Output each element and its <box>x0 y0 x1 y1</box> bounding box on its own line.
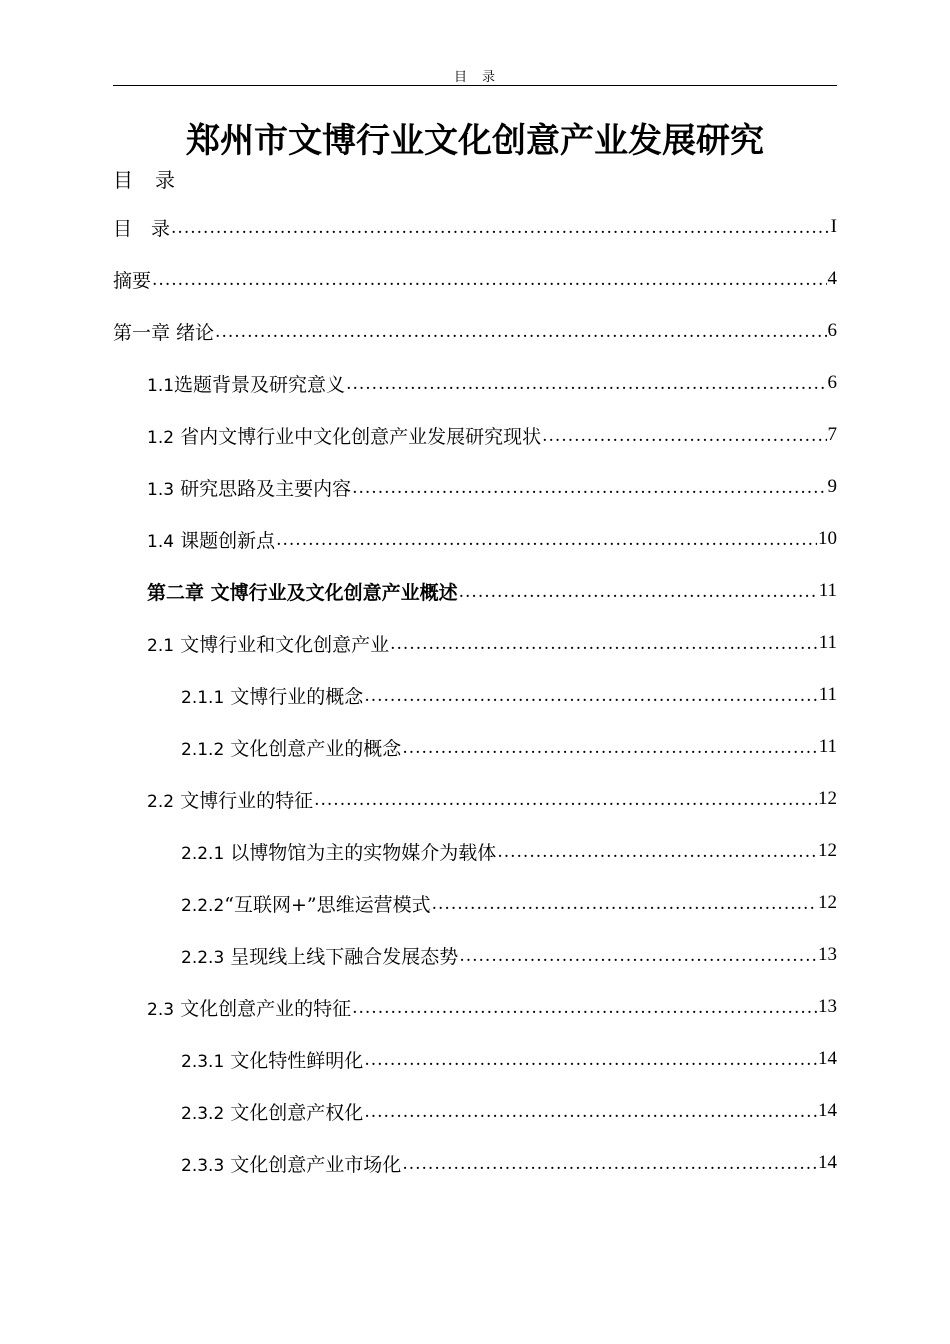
toc-dot-leader <box>542 426 826 446</box>
toc-entry-page-number: 12 <box>818 892 837 913</box>
toc-entry[interactable] <box>113 877 837 929</box>
toc-dot-leader <box>459 946 817 966</box>
toc-entry-title <box>113 266 151 293</box>
document-title: 郑州市文博行业文化创意产业发展研究 <box>186 121 764 161</box>
toc-entry-label: 以博物馆为主的实物媒介为载体 <box>224 841 497 864</box>
toc-entry-title <box>181 838 496 865</box>
toc-heading-part2: 录 <box>155 168 175 192</box>
toc-entry-label: 研究思路及主要内容 <box>174 477 352 500</box>
toc-entry-page-number: 14 <box>818 1048 837 1069</box>
toc-entry-page-number: 11 <box>818 736 837 757</box>
toc-entry[interactable] <box>113 1033 837 1085</box>
toc-entry-number: 2.2 <box>147 791 175 812</box>
toc-dot-leader <box>364 686 817 706</box>
toc-entry-page-number: I <box>830 216 837 237</box>
toc-dot-leader <box>402 738 817 758</box>
toc-entry-number: 2.1.1 <box>181 687 225 708</box>
toc-entry-label: 文博行业和文化创意产业 <box>174 633 390 656</box>
toc-entry[interactable] <box>113 773 837 825</box>
running-header: 目 录 <box>453 70 496 85</box>
toc-entry[interactable] <box>113 669 837 721</box>
toc-entry[interactable] <box>113 409 837 461</box>
toc-entry[interactable] <box>113 929 837 981</box>
toc-entry-page-number: 11 <box>818 684 837 705</box>
toc-entry-title <box>147 526 275 553</box>
toc-entry-page-number: 13 <box>818 996 837 1017</box>
toc-entry-label: 文博行业的特征 <box>174 789 314 812</box>
toc-entry[interactable] <box>113 617 837 669</box>
toc-entry-title <box>147 578 458 605</box>
toc-entry[interactable] <box>113 513 837 565</box>
toc-entry-number: 2.3.1 <box>181 1051 225 1072</box>
toc-entry-title <box>181 1150 401 1177</box>
toc-entry-label: 文化特性鲜明化 <box>224 1049 364 1072</box>
toc-entry-number: 1.3 <box>147 479 175 500</box>
toc-entry-label: 选题背景及研究意义 <box>174 373 346 396</box>
toc-entry-page-number: 6 <box>827 320 837 341</box>
toc-entry-page-number: 9 <box>827 476 837 497</box>
toc-entry-title <box>113 318 214 345</box>
toc-entry-page-number: 10 <box>818 528 837 549</box>
toc-heading <box>113 166 175 194</box>
toc-entry[interactable] <box>113 357 837 409</box>
toc-dot-leader <box>402 1154 817 1174</box>
toc-entry-label: 第一章 绪论 <box>113 321 215 344</box>
toc-entry-number: 2.2.1 <box>181 843 225 864</box>
toc-entry-number: 2.1 <box>147 635 175 656</box>
toc-entry[interactable] <box>113 825 837 877</box>
toc-entry[interactable] <box>113 1085 837 1137</box>
toc-dot-leader <box>346 374 826 394</box>
toc-dot-leader <box>432 894 817 914</box>
toc-entry[interactable] <box>113 253 837 305</box>
toc-entry-label: 文化创意产业的特征 <box>174 997 352 1020</box>
toc-heading-part1: 目 <box>113 168 133 192</box>
toc-entry-number: 2.2.3 <box>181 947 225 968</box>
toc-entry-number: 1.2 <box>147 427 175 448</box>
toc-entry-page-number: 7 <box>827 424 837 445</box>
toc-dot-leader <box>171 218 830 238</box>
toc-dot-leader <box>352 998 817 1018</box>
toc-entry-page-number: 13 <box>818 944 837 965</box>
toc-entry[interactable] <box>113 981 837 1033</box>
toc-entry-title <box>147 994 351 1021</box>
toc-entry-label: 文化创意产业的概念 <box>224 737 402 760</box>
toc-entry-number: 2.3.2 <box>181 1103 225 1124</box>
toc-dot-leader <box>364 1050 817 1070</box>
toc-entry-title <box>147 422 541 449</box>
toc-dot-leader <box>364 1102 817 1122</box>
toc-entry[interactable] <box>113 305 837 357</box>
toc-dot-leader <box>276 530 817 550</box>
toc-entry[interactable] <box>113 1137 837 1189</box>
toc-entry-page-number: 14 <box>818 1100 837 1121</box>
toc-entry-title <box>147 370 345 397</box>
toc-entry-page-number: 11 <box>818 632 837 653</box>
toc-entry-number: 1.4 <box>147 531 175 552</box>
toc-entry-title <box>181 890 431 917</box>
toc-entry-title <box>181 942 458 969</box>
toc-entry-label: 课题创新点 <box>174 529 276 552</box>
header-rule <box>113 85 837 86</box>
toc-dot-leader <box>497 842 817 862</box>
toc-dot-leader <box>390 634 818 654</box>
toc-entry[interactable] <box>113 461 837 513</box>
toc-entry-title <box>181 734 401 761</box>
toc-entry-label: 省内文博行业中文化创意产业发展研究现状 <box>174 425 542 448</box>
toc-entry-number: 2.2.2 <box>181 895 225 916</box>
toc-dot-leader <box>352 478 826 498</box>
toc-entry-title <box>113 214 170 241</box>
toc-entry-number: 1.1 <box>147 375 175 396</box>
toc-dot-leader <box>459 582 818 602</box>
toc-entry-page-number: 6 <box>827 372 837 393</box>
toc-entry-label: 第二章 文博行业及文化创意产业概述 <box>147 581 458 604</box>
toc-entry-label: 文博行业的概念 <box>224 685 364 708</box>
toc-entry-label: 文化创意产权化 <box>224 1101 364 1124</box>
toc-entry-label: 摘要 <box>113 269 152 292</box>
toc-entry-page-number: 12 <box>818 788 837 809</box>
toc-entry-title <box>181 1098 363 1125</box>
toc-entry-title <box>147 474 351 501</box>
toc-entry-page-number: 12 <box>818 840 837 861</box>
toc-entry-label: 目 录 <box>113 217 171 240</box>
toc-entry-title <box>181 682 363 709</box>
toc-dot-leader <box>314 790 817 810</box>
toc-entry-number: 2.1.2 <box>181 739 225 760</box>
toc-entry-page-number: 14 <box>818 1152 837 1173</box>
toc-entry-page-number: 11 <box>818 580 837 601</box>
toc-dot-leader <box>215 322 826 342</box>
toc-list <box>113 201 837 1189</box>
toc-entry-title <box>147 630 389 657</box>
toc-entry-number: 2.3 <box>147 999 175 1020</box>
toc-entry-title <box>181 1046 363 1073</box>
toc-entry-label: 呈现线上线下融合发展态势 <box>224 945 459 968</box>
toc-entry-label: 文化创意产业市场化 <box>224 1153 402 1176</box>
toc-entry-label: “互联网+”思维运营模式 <box>224 893 431 916</box>
toc-entry-title <box>147 786 313 813</box>
toc-entry[interactable] <box>113 201 837 253</box>
toc-entry-number: 2.3.3 <box>181 1155 225 1176</box>
toc-entry[interactable] <box>113 721 837 773</box>
toc-dot-leader <box>152 270 826 290</box>
toc-entry[interactable] <box>113 565 837 617</box>
toc-entry-page-number: 4 <box>827 268 837 289</box>
